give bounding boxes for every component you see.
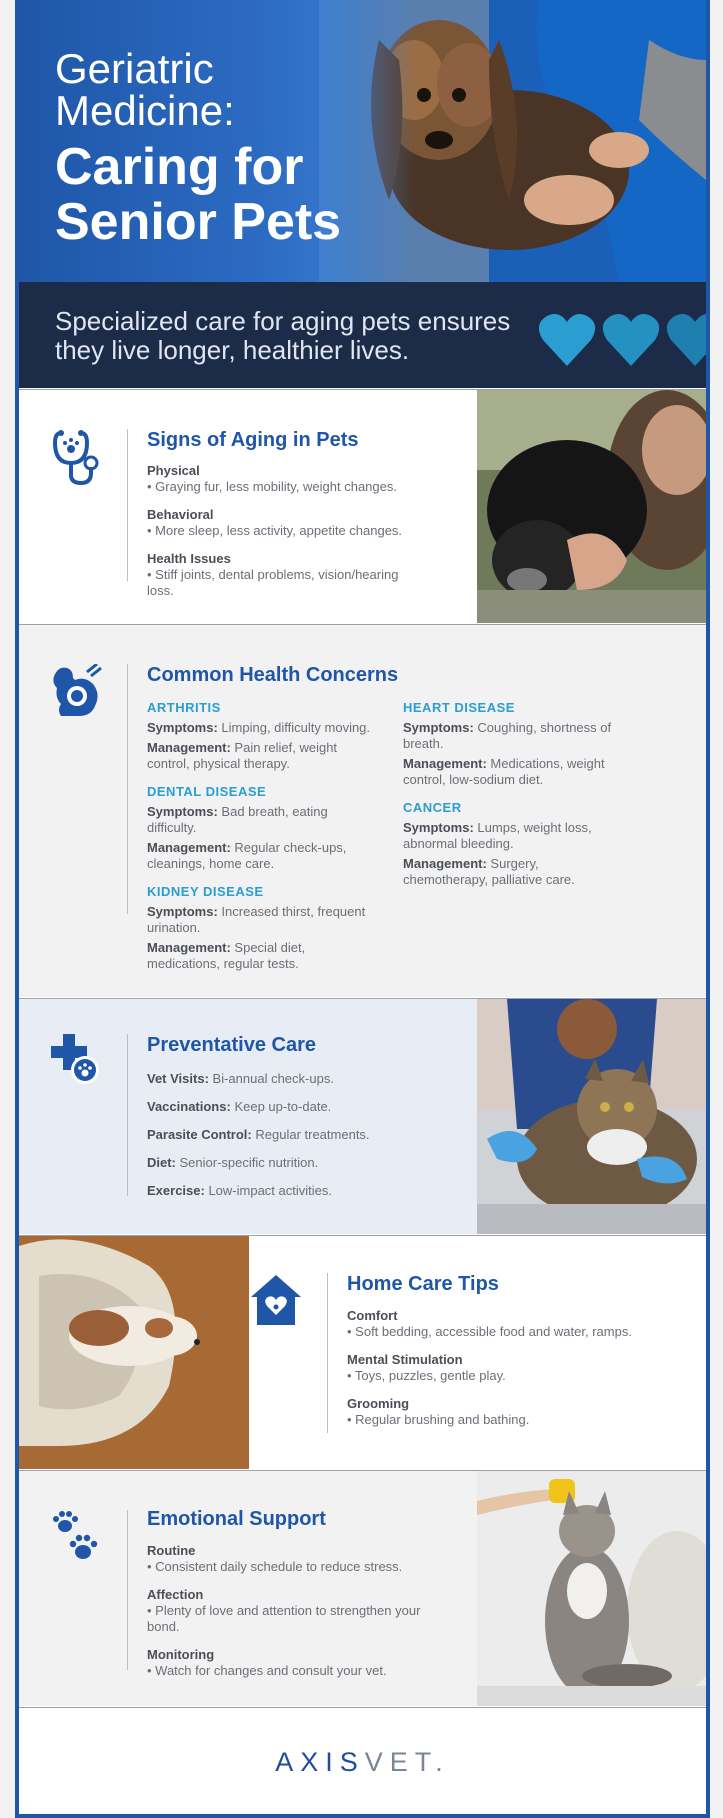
preventative-care-section	[19, 998, 706, 1234]
home-care-section	[19, 1235, 706, 1469]
concerns-left-column	[147, 700, 372, 984]
footer	[19, 1707, 706, 1814]
heart-icon	[539, 314, 595, 366]
symptoms-text: Coughing, shortness of breath.	[403, 720, 612, 751]
signs-title: Signs of Aging in Pets	[147, 429, 359, 451]
symptoms-label: Symptoms:	[147, 904, 218, 919]
emotional-heading: Monitoring	[147, 1647, 215, 1662]
stethoscope-paw-icon	[53, 429, 101, 487]
dog-with-syringe-icon	[51, 664, 103, 720]
symptoms-label: Symptoms:	[403, 720, 474, 735]
disease-name: ARTHRITIS	[147, 700, 221, 715]
page-margin-right	[709, 0, 723, 1818]
preventative-text: Low-impact activities.	[208, 1183, 332, 1198]
infographic	[15, 0, 710, 1818]
vertical-rule	[127, 1034, 128, 1196]
vet-examining-cat-photo	[477, 999, 706, 1234]
hearts-decoration	[539, 310, 706, 370]
signs-of-aging-section	[19, 389, 706, 623]
sign-heading: Physical	[147, 463, 200, 478]
management-text: Regular check-ups, cleanings, home care.	[147, 840, 347, 871]
sign-text: • Graying fur, less mobility, weight changes.	[147, 479, 397, 494]
dog-in-bed-photo	[19, 1236, 249, 1469]
symptoms-text: Limping, difficulty moving.	[221, 720, 371, 735]
preventative-text: Senior-specific nutrition.	[179, 1155, 319, 1170]
symptoms-text: Increased thirst, frequent urination.	[147, 904, 366, 935]
hero-title-bold	[55, 140, 415, 250]
home-care-title: Home Care Tips	[347, 1273, 499, 1295]
emotional-support-section	[19, 1470, 706, 1706]
disease-management	[403, 756, 613, 788]
emotional-text: • Watch for changes and consult your vet.	[147, 1663, 387, 1678]
symptoms-text: Bad breath, eating difficulty.	[147, 804, 328, 835]
management-label: Management:	[147, 740, 231, 755]
preventative-label: Diet:	[147, 1155, 176, 1170]
disease-name: KIDNEY DISEASE	[147, 884, 264, 899]
cat-being-brushed-photo	[477, 1471, 706, 1706]
tagline-line1: Specialized care for aging pets ensures	[55, 306, 511, 336]
emotional-heading: Affection	[147, 1587, 204, 1602]
disease-management	[147, 740, 372, 772]
home-care-text: • Toys, puzzles, gentle play.	[347, 1368, 506, 1383]
management-label: Management:	[403, 756, 487, 771]
section-divider	[19, 1707, 706, 1708]
concerns-title: Common Health Concerns	[147, 664, 399, 686]
home-care-heading: Mental Stimulation	[347, 1352, 463, 1367]
logo-axis-text: AXIS	[275, 1747, 365, 1777]
disease-symptoms	[147, 720, 372, 736]
emotional-text: • Plenty of love and attention to strengthen your bond.	[147, 1603, 421, 1634]
management-text: Pain relief, weight control, physical therapy.	[147, 740, 338, 771]
disease-management	[403, 856, 613, 888]
preventative-item	[147, 1099, 417, 1115]
vertical-rule	[127, 664, 128, 914]
page-margin-left	[0, 0, 15, 1818]
sign-text: • Stiff joints, dental problems, vision/hearing loss.	[147, 567, 399, 598]
hero-subtitle-line2: Senior Pets	[55, 193, 342, 251]
hero-title-line1: Geriatric	[55, 45, 214, 92]
disease-management	[147, 840, 372, 872]
management-text: Special diet, medications, regular tests.	[147, 940, 306, 971]
heart-icon	[667, 314, 706, 366]
emotional-title: Emotional Support	[147, 1508, 326, 1530]
health-concerns-section	[19, 624, 706, 997]
preventative-label: Vaccinations:	[147, 1099, 231, 1114]
sign-text: • More sleep, less activity, appetite changes.	[147, 523, 403, 538]
disease-name: CANCER	[403, 800, 462, 815]
disease-symptoms	[147, 904, 372, 936]
home-care-text: • Regular brushing and bathing.	[347, 1412, 530, 1427]
tagline-banner	[19, 282, 706, 388]
vertical-rule	[327, 1273, 328, 1433]
preventative-label: Vet Visits:	[147, 1071, 209, 1086]
sign-heading: Health Issues	[147, 551, 231, 566]
symptoms-label: Symptoms:	[147, 720, 218, 735]
management-label: Management:	[403, 856, 487, 871]
hero-title-line2: Medicine:	[55, 87, 235, 134]
symptoms-label: Symptoms:	[147, 804, 218, 819]
disease-arthritis	[147, 700, 372, 772]
tagline-line2: they live longer, healthier lives.	[55, 335, 410, 365]
disease-management	[147, 940, 372, 972]
disease-dental	[147, 784, 372, 872]
disease-kidney	[147, 884, 372, 972]
disease-symptoms	[147, 804, 372, 836]
signs-list	[147, 463, 417, 611]
home-care-heading: Grooming	[347, 1396, 410, 1411]
section-divider	[19, 624, 706, 625]
logo-vet-text: VET.	[364, 1747, 450, 1777]
sign-heading: Behavioral	[147, 507, 214, 522]
medical-cross-paw-icon	[51, 1034, 101, 1084]
emotional-text: • Consistent daily schedule to reduce stress.	[147, 1559, 403, 1574]
preventative-item	[147, 1155, 417, 1171]
disease-name: HEART DISEASE	[403, 700, 515, 715]
emotional-list	[147, 1543, 432, 1691]
management-text: Surgery, chemotherapy, palliative care.	[403, 856, 575, 887]
vertical-rule	[127, 429, 128, 581]
emotional-heading: Routine	[147, 1543, 196, 1558]
disease-heart	[403, 700, 613, 788]
hero-banner	[19, 0, 706, 282]
disease-symptoms	[403, 720, 613, 752]
hero-subtitle-line1: Caring for	[55, 138, 304, 196]
home-care-text: • Soft bedding, accessible food and water, ramps.	[347, 1324, 632, 1339]
preventative-item	[147, 1071, 417, 1087]
paw-prints-icon	[51, 1510, 99, 1564]
management-label: Management:	[147, 840, 231, 855]
concerns-right-column	[403, 700, 613, 900]
tagline-text	[55, 307, 525, 365]
preventative-text: Bi-annual check-ups.	[212, 1071, 334, 1086]
preventative-text: Keep up-to-date.	[234, 1099, 332, 1114]
preventative-text: Regular treatments.	[255, 1127, 370, 1142]
management-text: Medications, weight control, low-sodium diet.	[403, 756, 605, 787]
preventative-label: Parasite Control:	[147, 1127, 252, 1142]
home-care-list	[347, 1308, 647, 1440]
disease-symptoms	[403, 820, 613, 852]
preventative-item	[147, 1127, 417, 1143]
preventative-list	[147, 1071, 417, 1211]
disease-name: DENTAL DISEASE	[147, 784, 267, 799]
preventative-label: Exercise:	[147, 1183, 205, 1198]
heart-icon	[603, 314, 659, 366]
preventative-item	[147, 1183, 417, 1199]
home-care-heading: Comfort	[347, 1308, 398, 1323]
disease-cancer	[403, 800, 613, 888]
preventative-title: Preventative Care	[147, 1034, 316, 1056]
house-paw-icon	[249, 1273, 303, 1327]
vertical-rule	[127, 1510, 128, 1670]
symptoms-text: Lumps, weight loss, abnormal bleeding.	[403, 820, 592, 851]
hero-title-light	[55, 45, 315, 134]
man-hugging-dog-photo	[477, 390, 706, 623]
management-label: Management:	[147, 940, 231, 955]
axisvet-logo[interactable]	[19, 1747, 706, 1778]
symptoms-label: Symptoms:	[403, 820, 474, 835]
